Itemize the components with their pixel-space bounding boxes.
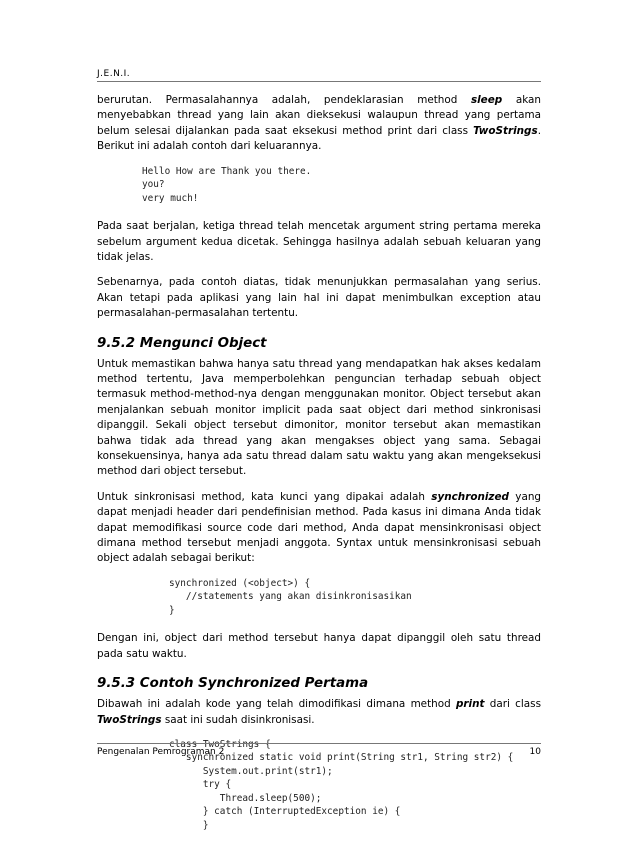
example-code-block: class TwoStrings { synchronized static void print(String str1, String str2) { System.out.print(str1); try { Thread.sleep(500); } catch (InterruptedException ie) { } [169, 738, 514, 831]
keyword-print: print [455, 698, 485, 711]
paragraph-note: Sebenarnya, pada contoh diatas, tidak menunjukkan permasalahan yang serius. Akan tetapi pada aplikasi yang lain hal ini dapat menimbulkan exception atau permasalahan-permasalahan tertentu. [97, 276, 541, 320]
paragraph-result: Pada saat berjalan, ketiga thread telah mencetak argument string pertama mereka sebelum argument kedua dicetak. Sehingga hasilnya adalah sebuah keluaran yang tidak jelas. [97, 220, 541, 263]
section-heading-mengunci-object: 9.5.2 Mengunci Object [97, 335, 267, 351]
header-divider [97, 81, 541, 82]
keyword-sleep: sleep [470, 94, 503, 106]
text-run: yang dapat menjadi header dari pendefinisian method. Pada kasus ini dimana Anda tidak dapat memodifikasi source code dari method, Anda dapat mensinkronisasi object dimana method tersebut menjadi anggota. Syntax untuk mensinkronisasi sebuah object adalah sebagai berikut: [97, 490, 541, 565]
text-run: dari class [484, 698, 541, 711]
keyword-twostrings: TwoStrings [97, 713, 162, 726]
paragraph-intro [97, 93, 541, 155]
page-header: J.E.N.I. [97, 69, 131, 79]
output-code-block: Hello How are Thank you there. you? very much! [142, 165, 312, 204]
keyword-twostrings: TwoStrings [473, 124, 538, 137]
text-run: . Berikut ini adalah contoh dari keluarannya. [97, 124, 541, 153]
paragraph-example-intro [97, 697, 541, 728]
section-heading-contoh-synchronized: 9.5.3 Contoh Synchronized Pertama [97, 676, 369, 692]
footer-divider [97, 743, 541, 744]
paragraph-monitor: Untuk memastikan bahwa hanya satu thread yang mendapatkan hak akses kedalam method tertentu, Java memperbolehkan penguncian terhadap sebuah object termasuk method-method-nya dengan menggunakan monitor. Object tersebut akan menjalankan sebuah monitor implicit pada saat object dari method sinkronisasi dipanggil. Sekali object tersebut dimonitor, monitor tersebut akan memastikan bahwa tidak ada thread yang akan mengakses object yang sama. Sebagai konsekuensinya, hanya ada satu thread dalam satu waktu yang akan mengeksekusi method dari object tersebut. [97, 357, 541, 478]
text-run: saat ini sudah disinkronisasi. [161, 713, 315, 726]
text-run: berurutan. Permasalahannya adalah, pendeklarasian method [97, 94, 471, 106]
page-number: 10 [529, 747, 541, 757]
text-run: Dibawah ini adalah kode yang telah dimodifikasi dimana method [97, 698, 456, 711]
text-run: akan menyebabkan thread yang lain akan dieksekusi walaupun thread yang pertama belum selesai dijalankan pada saat eksekusi method print dari class [97, 94, 541, 137]
paragraph-conclusion: Dengan ini, object dari method tersebut hanya dapat dipanggil oleh satu thread pada satu waktu. [97, 632, 541, 660]
page-content [97, 93, 541, 846]
paragraph-synchronized [97, 490, 541, 567]
keyword-synchronized: synchronized [431, 490, 509, 503]
text-run: Untuk sinkronisasi method, kata kunci yang dipakai adalah [97, 490, 432, 503]
syntax-code-block: synchronized (<object>) { //statements yang akan disinkronisasikan } [169, 577, 412, 616]
footer-title: Pengenalan Pemrograman 2 [97, 747, 225, 757]
